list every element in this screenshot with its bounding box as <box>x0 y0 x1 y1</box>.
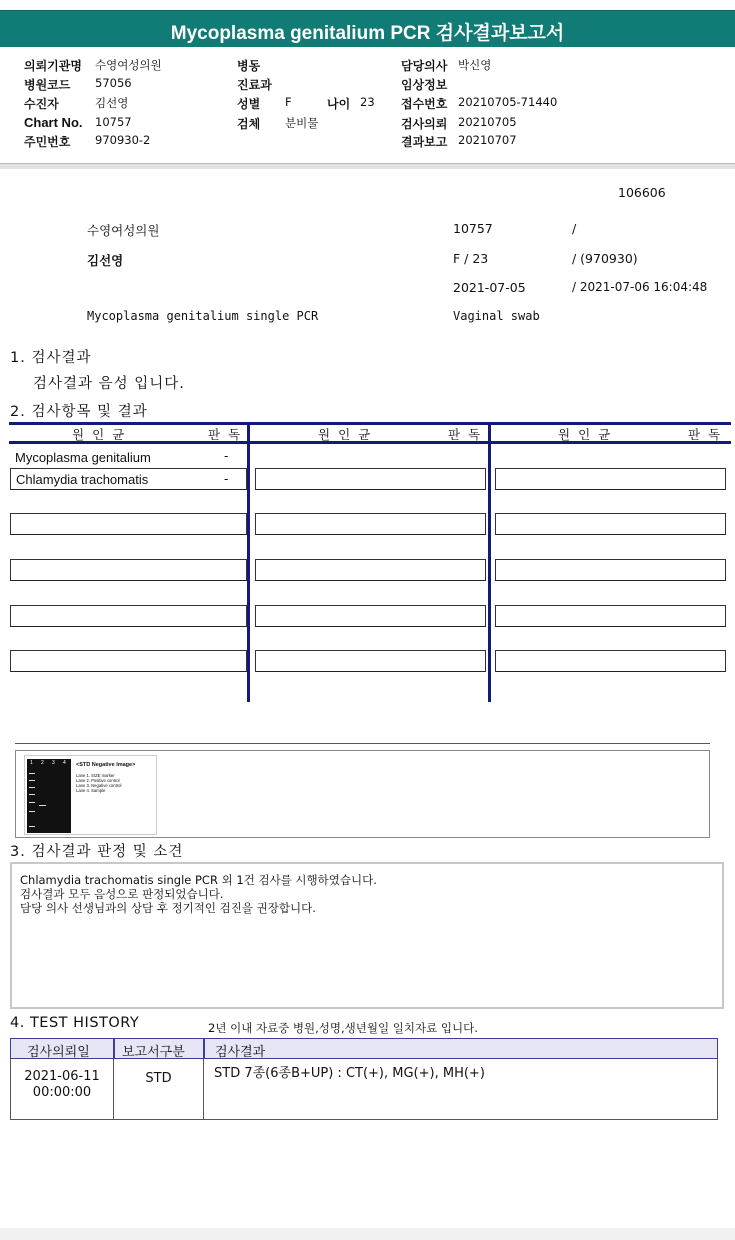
col-header-pathogen-2: 원인균 <box>318 427 379 442</box>
institution-value: 수영여성의원 <box>95 58 162 72</box>
ward-label: 병동 <box>237 59 261 73</box>
patient-institution: 수영여성의원 <box>87 223 160 238</box>
col-header-judgment-3: 판독 <box>688 427 729 442</box>
pathogen-result: - <box>224 471 229 486</box>
empty-result-row <box>495 468 726 490</box>
pathogen-name: Chlamydia trachomatis <box>16 472 149 487</box>
chart-no-label: Chart No. <box>24 115 83 130</box>
opinion-line: 담당 의사 선생님과의 상담 후 정기적인 검진을 권장합니다. <box>20 901 316 915</box>
empty-result-row <box>255 605 486 627</box>
sex-value: F <box>285 95 292 109</box>
patient-name: 김선영 <box>87 253 124 268</box>
page-footer-band <box>0 1228 735 1240</box>
pathogen-result: - <box>224 448 229 463</box>
gel-electrophoresis-image <box>27 759 71 833</box>
history-col-header <box>10 1038 114 1059</box>
request-date-value: 20210705 <box>458 115 517 129</box>
lane-description: Lane 1. SIZE marker <box>76 773 115 778</box>
history-col-result: 검사결과 <box>215 1045 266 1060</box>
section4-heading: 4. TEST HISTORY <box>10 1015 140 1031</box>
empty-result-row <box>495 559 726 581</box>
report-date-label: 결과보고 <box>401 135 448 149</box>
empty-result-row <box>10 559 247 581</box>
history-col-date: 검사의뢰일 <box>27 1045 90 1060</box>
patient-request-date: 2021-07-05 <box>453 280 526 295</box>
history-date: 2021-06-11 <box>24 1069 100 1084</box>
history-col-header <box>114 1038 204 1059</box>
patient-value: 김선영 <box>95 96 129 110</box>
table-row <box>114 1059 204 1120</box>
empty-result-row <box>495 605 726 627</box>
empty-result-row <box>10 605 247 627</box>
opinion-box <box>10 862 724 1009</box>
resident-no-label: 주민번호 <box>24 135 71 149</box>
table-row <box>10 1059 114 1120</box>
report-date-value: 20210707 <box>458 133 517 147</box>
col-header-pathogen-3: 원인균 <box>558 427 619 442</box>
hospital-code-label: 병원코드 <box>24 78 71 92</box>
age-value: 23 <box>360 95 375 109</box>
patient-label: 수진자 <box>24 97 59 111</box>
receipt-no-value: 20210705-71440 <box>458 95 558 109</box>
marker-band <box>29 780 35 781</box>
lane-number: 3 <box>52 760 55 766</box>
marker-band <box>29 794 35 795</box>
report-title: Mycoplasma genitalium PCR 검사결과보고서 <box>170 23 565 44</box>
empty-result-row <box>10 513 247 535</box>
chart-no-value: 10757 <box>95 115 132 129</box>
opinion-line: Chlamydia trachomatis single PCR 외 1건 검사를 시행하였습니다. <box>20 873 377 887</box>
history-result: STD 7종(6종B+UP) : CT(+), MG(+), MH(+) <box>214 1066 485 1081</box>
age-label: 나이 <box>327 97 351 111</box>
receipt-no-label: 접수번호 <box>401 97 448 111</box>
marker-band <box>29 811 35 812</box>
dept-label: 진료과 <box>237 78 272 92</box>
col-header-judgment-1: 판독 <box>208 427 249 442</box>
gel-image-panel <box>15 750 710 838</box>
empty-result-row <box>255 513 486 535</box>
marker-band <box>29 773 35 774</box>
report-title-bar <box>0 10 735 47</box>
empty-result-row <box>10 650 247 672</box>
history-table <box>10 1038 718 1120</box>
positive-band <box>39 805 46 806</box>
lane-number: 2 <box>41 760 44 766</box>
header-divider <box>0 163 735 169</box>
patient-chart-no: 10757 <box>453 221 493 236</box>
section1-heading: 1. 검사결과 <box>10 350 92 366</box>
col-header-pathogen-1: 원인균 <box>72 427 133 442</box>
lane-number: 4 <box>63 760 66 766</box>
patient-test-name: Mycoplasma genitalium single PCR <box>87 309 319 323</box>
lane-description: Lane 2. Positive control <box>76 778 120 783</box>
patient-code: 106606 <box>618 185 666 200</box>
empty-result-row <box>495 513 726 535</box>
doctor-label: 담당의사 <box>401 59 448 73</box>
section3-heading: 3. 검사결과 판정 및 소견 <box>10 844 184 860</box>
empty-result-row <box>495 650 726 672</box>
marker-band <box>29 802 35 803</box>
history-type: STD <box>145 1071 172 1086</box>
patient-slash: / <box>572 221 577 236</box>
gel-top-rule <box>15 743 710 744</box>
lane-description: Lane 4. Sample <box>76 788 106 793</box>
hospital-code-value: 57056 <box>95 76 132 90</box>
gel-caption: <STD Negative Image> <box>76 762 136 768</box>
patient-specimen: Vaginal swab <box>453 309 540 323</box>
resident-no-value: 970930-2 <box>95 133 151 147</box>
lane-number: 1 <box>30 760 33 766</box>
history-col-header <box>204 1038 718 1059</box>
table-row <box>204 1059 718 1120</box>
doctor-value: 박신영 <box>458 58 492 72</box>
gel-image-card <box>24 755 157 835</box>
history-note: 2년 이내 자료중 병원,성명,생년월일 일치자료 입니다. <box>208 1021 478 1035</box>
empty-result-row <box>255 650 486 672</box>
marker-band <box>29 787 35 788</box>
grid-divider-2 <box>488 422 491 702</box>
marker-band <box>29 826 35 827</box>
patient-birth: / (970930) <box>572 251 638 266</box>
grid-divider-1 <box>247 422 250 702</box>
history-time: 00:00:00 <box>32 1085 92 1100</box>
section2-heading: 2. 검사항목 및 결과 <box>10 404 148 420</box>
opinion-line: 검사결과 모두 음성으로 판정되었습니다. <box>20 887 224 901</box>
patient-sex-age: F / 23 <box>453 251 489 266</box>
institution-label: 의뢰기관명 <box>24 59 82 73</box>
request-date-label: 검사의뢰 <box>401 117 448 131</box>
sex-label: 성별 <box>237 97 261 111</box>
col-header-judgment-2: 판독 <box>448 427 489 442</box>
specimen-label: 검체 <box>237 117 261 131</box>
clinical-info-label: 임상정보 <box>401 78 448 92</box>
empty-result-row <box>255 559 486 581</box>
lane-description: Lane 3. Negative control <box>76 783 122 788</box>
patient-report-datetime: / 2021-07-06 16:04:48 <box>572 280 708 294</box>
pathogen-name: Mycoplasma genitalium <box>15 450 151 465</box>
section1-summary: 검사결과 음성 입니다. <box>33 376 185 392</box>
history-col-type: 보고서구분 <box>122 1045 185 1060</box>
specimen-value: 분비물 <box>285 116 319 130</box>
empty-result-row <box>255 468 486 490</box>
